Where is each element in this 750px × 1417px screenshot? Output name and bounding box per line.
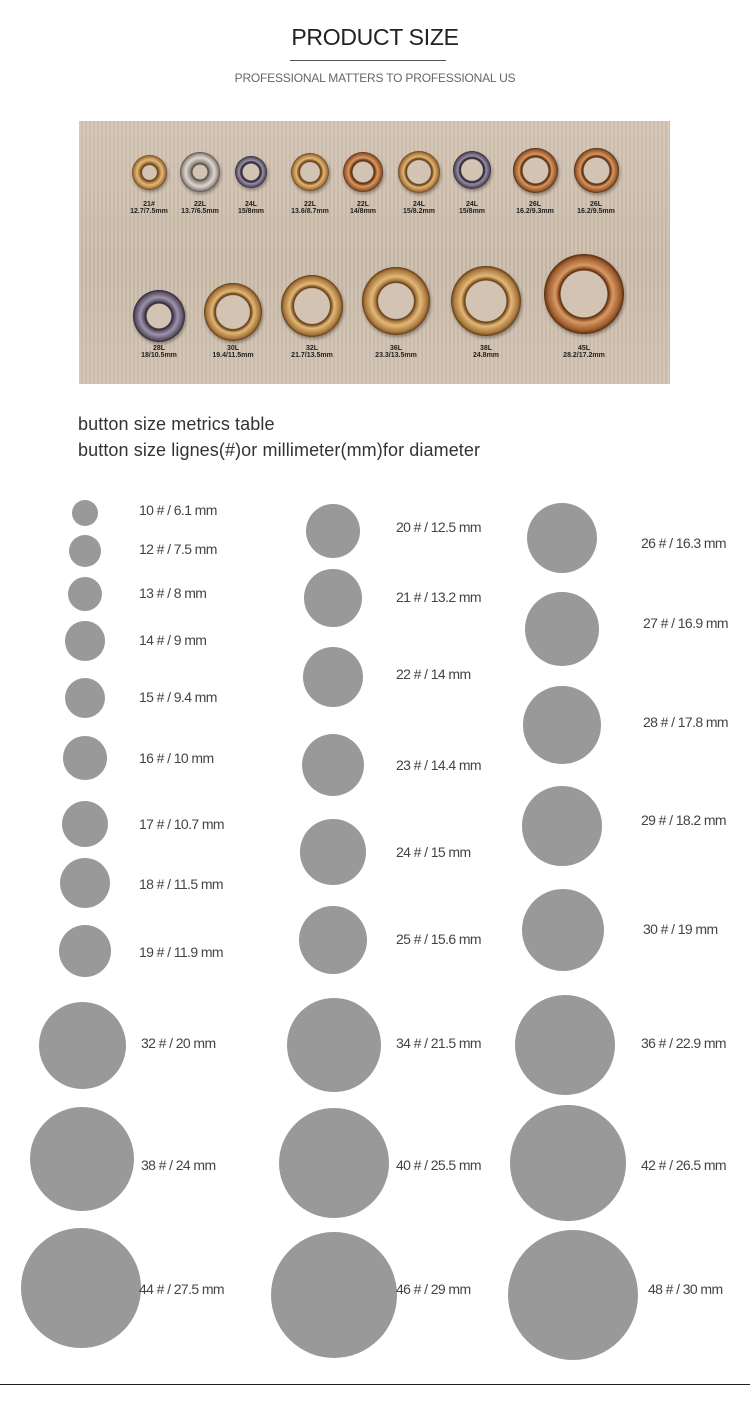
eyelet-size-code: 32L — [305, 345, 319, 352]
size-label: 24 # / 15 mm — [396, 844, 471, 860]
eyelet-size-mm: 15/8mm — [237, 208, 265, 215]
size-circle — [63, 736, 107, 780]
eyelet-ring — [204, 283, 262, 341]
eyelet-size-mm: 21.7/13.5mm — [291, 352, 333, 359]
size-circle — [68, 577, 103, 612]
size-label: 46 # / 29 mm — [396, 1281, 471, 1297]
size-circle — [60, 858, 110, 908]
size-label: 29 # / 18.2 mm — [641, 812, 726, 828]
eyelet-size-code: 22L — [303, 201, 317, 208]
size-label: 14 # / 9 mm — [139, 632, 207, 648]
eyelet-size-code: 28L — [152, 345, 166, 352]
size-circle — [523, 686, 600, 763]
size-label: 26 # / 16.3 mm — [641, 535, 726, 551]
size-label: 18 # / 11.5 mm — [139, 876, 223, 892]
size-circle — [527, 503, 598, 574]
size-circle — [287, 998, 381, 1092]
eyelet-size-mm: 24.8mm — [472, 352, 500, 359]
eyelet-size-mm: 13.6/8.7mm — [291, 208, 329, 215]
eyelet-size-mm: 13.7/6.5mm — [181, 208, 219, 215]
size-circle — [302, 734, 365, 797]
size-circle — [65, 678, 106, 719]
eyelet-size-code: 24L — [465, 201, 479, 208]
size-label: 34 # / 21.5 mm — [396, 1035, 481, 1051]
description-line-1: button size metrics table — [78, 414, 275, 434]
eyelet-ring — [544, 254, 624, 334]
eyelet-ring — [132, 155, 167, 190]
size-label: 13 # / 8 mm — [139, 585, 207, 601]
eyelet-ring — [343, 152, 383, 192]
size-label: 21 # / 13.2 mm — [396, 589, 481, 605]
size-circle — [510, 1105, 625, 1220]
size-label: 12 # / 7.5 mm — [139, 541, 217, 557]
size-circle — [271, 1232, 397, 1358]
eyelet-size-code: 26L — [528, 201, 542, 208]
eyelet-size-code: 30L — [226, 345, 240, 352]
eyelet-ring — [235, 156, 267, 188]
size-circle — [69, 535, 102, 568]
size-circle — [306, 504, 360, 558]
size-circle — [304, 569, 361, 626]
eyelet-size-code: 24L — [244, 201, 258, 208]
eyelet-size-code: 36L — [389, 345, 403, 352]
size-label: 19 # / 11.9 mm — [139, 944, 223, 960]
size-label: 42 # / 26.5 mm — [641, 1157, 726, 1173]
size-circle — [279, 1108, 390, 1219]
size-label: 17 # / 10.7 mm — [139, 816, 224, 832]
eyelet-ring — [451, 266, 521, 336]
eyelet-size-mm: 16.2/9.3mm — [516, 208, 554, 215]
title-underline — [290, 60, 446, 61]
page-title: PRODUCT SIZE — [291, 24, 459, 50]
eyelet-ring — [574, 148, 619, 193]
size-circle — [62, 801, 109, 848]
size-label: 40 # / 25.5 mm — [396, 1157, 481, 1173]
eyelet-size-mm: 23.3/13.5mm — [375, 352, 417, 359]
eyelet-ring — [362, 267, 430, 335]
eyelet-size-code: 45L — [577, 345, 591, 352]
eyelet-size-code: 22L — [193, 201, 207, 208]
size-circle — [21, 1228, 141, 1348]
size-circle — [522, 889, 605, 972]
size-label: 16 # / 10 mm — [139, 750, 214, 766]
eyelet-size-mm: 15/8.2mm — [403, 208, 435, 215]
size-circle — [299, 906, 367, 974]
size-label: 20 # / 12.5 mm — [396, 519, 481, 535]
size-label: 48 # / 30 mm — [648, 1281, 723, 1297]
size-label: 32 # / 20 mm — [141, 1035, 216, 1051]
size-circle — [300, 819, 365, 884]
size-circle — [522, 786, 601, 865]
size-circle — [525, 592, 599, 666]
eyelet-size-code: 21# — [143, 201, 155, 208]
size-label: 30 # / 19 mm — [643, 921, 718, 937]
size-circle — [30, 1107, 134, 1211]
size-label: 23 # / 14.4 mm — [396, 757, 481, 773]
eyelet-size-code: 24L — [412, 201, 426, 208]
size-label: 22 # / 14 mm — [396, 666, 471, 682]
size-circle — [303, 647, 364, 708]
eyelet-ring — [281, 275, 343, 337]
eyelet-size-mm: 14/8mm — [349, 208, 377, 215]
size-label: 25 # / 15.6 mm — [396, 931, 481, 947]
eyelet-size-code: 38L — [479, 345, 493, 352]
size-label: 36 # / 22.9 mm — [641, 1035, 726, 1051]
footer-divider — [0, 1384, 750, 1385]
size-circle — [65, 621, 104, 660]
description-line-2: button size lignes(#)or millimeter(mm)for diameter — [78, 440, 481, 460]
page-subtitle: PROFESSIONAL MATTERS TO PROFESSIONAL US — [234, 71, 516, 85]
eyelet-ring — [453, 151, 491, 189]
eyelet-ring — [133, 290, 185, 342]
eyelet-ring — [513, 148, 558, 193]
size-circle — [72, 500, 99, 527]
eyelet-ring — [180, 152, 220, 192]
size-label: 27 # / 16.9 mm — [643, 615, 728, 631]
size-label: 15 # / 9.4 mm — [139, 689, 217, 705]
eyelet-size-code: 22L — [356, 201, 370, 208]
eyelet-sample-photo — [79, 121, 670, 384]
eyelet-size-mm: 12.7/7.5mm — [130, 208, 168, 215]
size-circle — [508, 1230, 639, 1361]
eyelet-size-mm: 28.2/17.2mm — [563, 352, 605, 359]
size-label: 38 # / 24 mm — [141, 1157, 216, 1173]
eyelet-size-code: 26L — [589, 201, 603, 208]
size-circle — [59, 925, 111, 977]
size-label: 28 # / 17.8 mm — [643, 714, 728, 730]
size-label: 44 # / 27.5 mm — [139, 1281, 224, 1297]
eyelet-size-mm: 19.4/11.5mm — [212, 352, 254, 359]
size-circle — [515, 995, 615, 1095]
eyelet-size-mm: 18/10.5mm — [141, 352, 177, 359]
eyelet-ring — [398, 151, 440, 193]
size-label: 10 # / 6.1 mm — [139, 502, 217, 518]
eyelet-size-mm: 16.2/9.5mm — [577, 208, 615, 215]
size-circle — [39, 1002, 126, 1089]
eyelet-ring — [291, 153, 329, 191]
eyelet-size-mm: 15/8mm — [458, 208, 486, 215]
